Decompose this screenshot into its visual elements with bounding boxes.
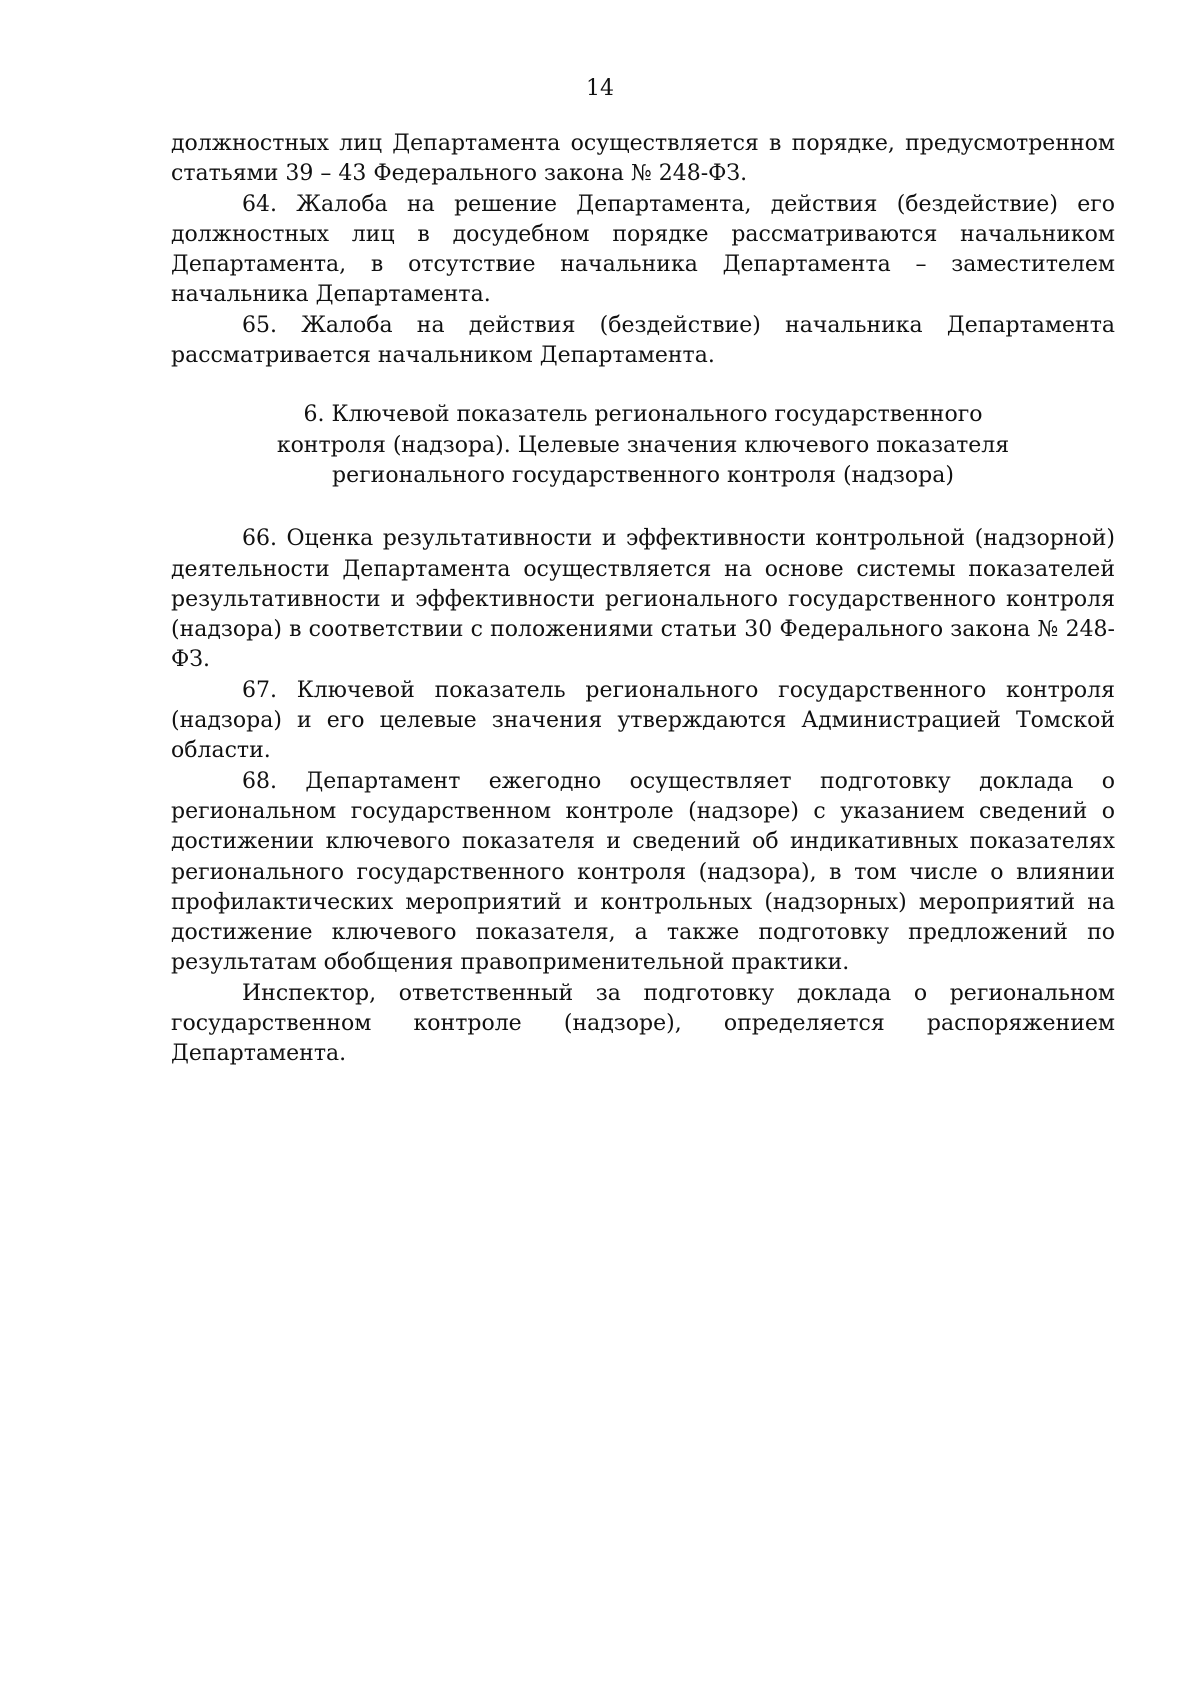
paragraph-66: 66. Оценка результативности и эффективности контрольной (надзорной) деятельности Департамента осуществляется на основе системы показателей результативности и эффективности регионального государственного контроля (надзора) в соответствии с положениями статьи 30 Федерального закона № 248-ФЗ. [171, 526, 1115, 673]
section-heading-line: 6. Ключевой показатель регионального государственного [303, 402, 983, 428]
paragraph-68: 68. Департамент ежегодно осуществляет подготовку доклада о региональном государственном контроле (надзоре) с указанием сведений о достижении ключевого показателя и сведений об индикативных показателях регионального государственного контроля (надзора), в том числе о влиянии профилактических мероприятий и контрольных (надзорных) мероприятий на достижение ключевого показателя, а также подготовку предложений по результатам обобщения правоприменительной практики. [171, 768, 1115, 976]
paragraph-65: 65. Жалоба на действия (бездействие) начальника Департамента рассматривается начальником Департамента. [171, 312, 1115, 369]
page-number: 14 [586, 76, 614, 101]
paragraph-inspector: Инспектор, ответственный за подготовку доклада о региональном государственном контроле (надзоре), определяется распоряжением Департамента. [171, 980, 1115, 1067]
section-heading-line: контроля (надзора). Целевые значения ключевого показателя [276, 432, 1010, 458]
document-body [171, 129, 1115, 1070]
paragraph-67: 67. Ключевой показатель регионального государственного контроля (надзора) и его целевые значения утверждаются Администрацией Томской области. [171, 677, 1115, 764]
paragraph-continuation: должностных лиц Департамента осуществляется в порядке, предусмотренном статьями 39 – 43 Федерального закона № 248-ФЗ. [171, 131, 1115, 187]
section-heading-line: регионального государственного контроля (надзора) [332, 462, 954, 488]
paragraph-64: 64. Жалоба на решение Департамента, действия (бездействие) его должностных лиц в досудебном порядке рассматриваются начальником Департамента, в отсутствие начальника Департамента – заместителем начальника Департамента. [171, 191, 1115, 308]
section-heading [171, 400, 1115, 491]
